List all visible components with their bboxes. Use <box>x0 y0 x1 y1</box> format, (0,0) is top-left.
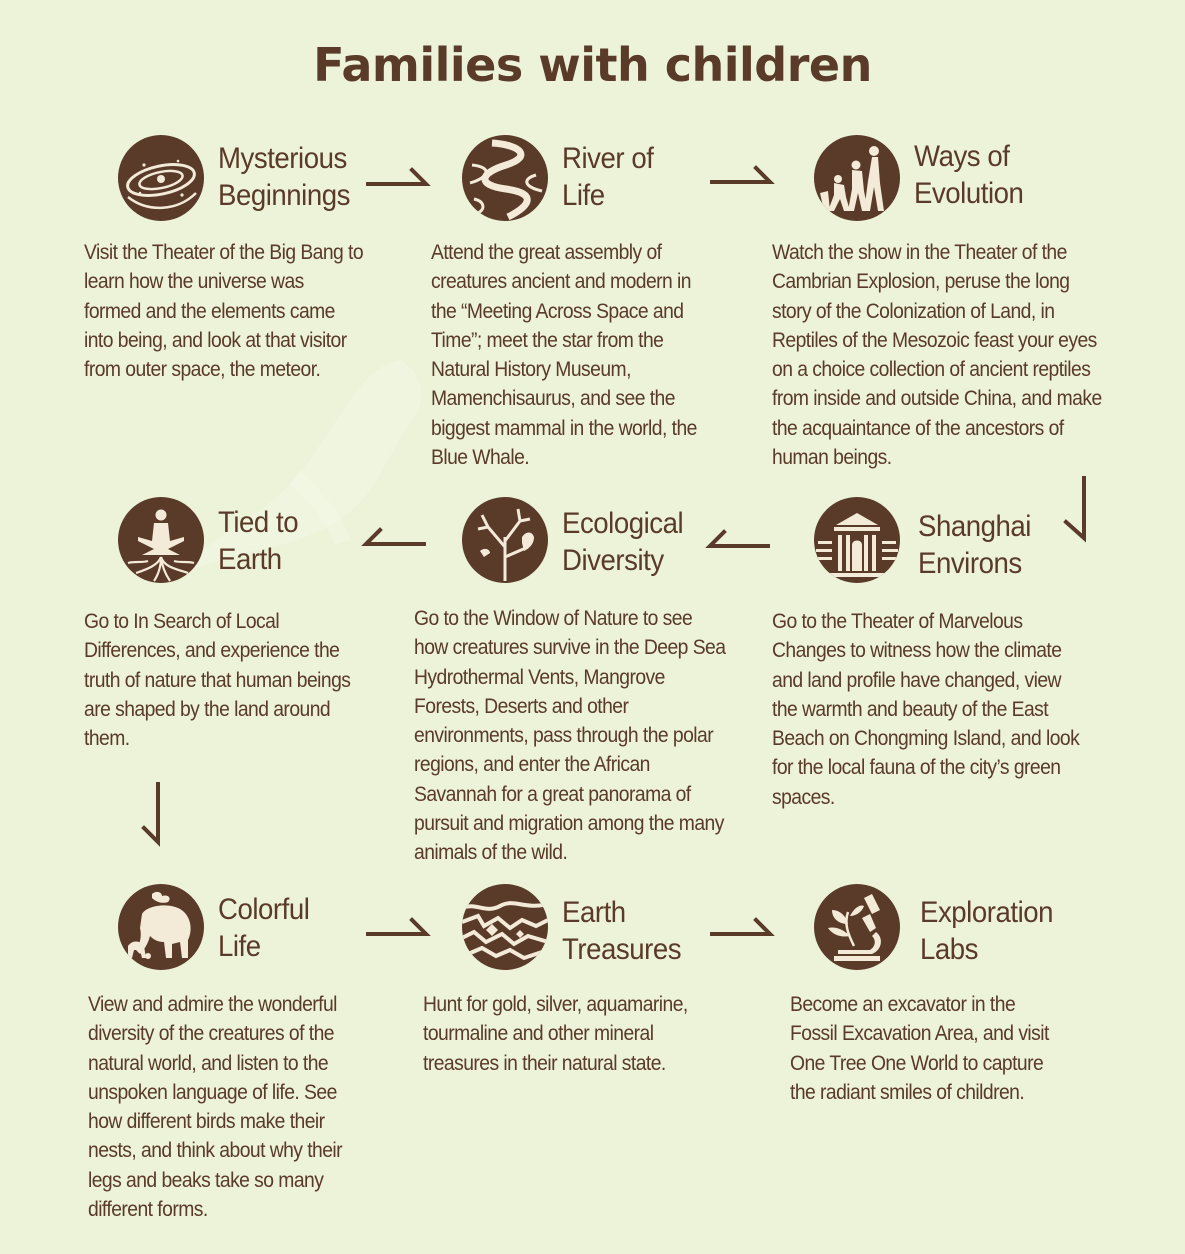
elephant-animals-icon <box>118 884 204 970</box>
meditation-roots-icon <box>118 497 204 583</box>
stop-title-river-of-life: River of Life <box>562 142 654 212</box>
stop-title-exploration-labs: Exploration Labs <box>920 896 1054 966</box>
stop-description-ecological-diversity: Go to the Window of Nature to see how creatures survive in the Deep Sea Hydrothermal Vents, Mangrove Forests, Deserts and other environments, pass through the polar regions, and enter the African Savannah for a great panorama of pursuit and migration among the many animals of the wild. <box>414 607 726 865</box>
stop-description-mysterious-beginnings: Visit the Theater of the Big Bang to learn how the universe was formed and the elements came into being, and look at that visitor from outer space, the meteor. <box>84 241 364 382</box>
stop-title-colorful-life: Colorful Life <box>218 893 310 963</box>
stop-title-mysterious-beginnings: Mysterious Beginnings <box>218 142 350 212</box>
tree-bird-icon <box>462 497 548 583</box>
arrow-left-1 <box>362 522 426 548</box>
river-icon <box>462 135 548 221</box>
stop-title-tied-to-earth: Tied to Earth <box>218 506 299 576</box>
arrow-down-1 <box>1060 476 1090 542</box>
stop-title-shanghai-environs: Shanghai Environs <box>918 510 1031 580</box>
arrow-right-4 <box>710 914 774 940</box>
arrow-left-2 <box>706 524 770 550</box>
stop-title-earth-treasures: Earth Treasures <box>562 896 682 966</box>
shanghai-building-icon <box>814 497 900 583</box>
stop-title-ecological-diversity: Ecological Diversity <box>562 507 684 577</box>
stop-description-colorful-life: View and admire the wonderful diversity of the creatures of the natural world, and listen to the unspoken language of life. See how different birds make their nests, and think about why their legs and beaks take so many different forms. <box>88 993 343 1222</box>
stop-description-tied-to-earth: Go to In Search of Local Differences, and experience the truth of nature that human beings are shaped by the land around them. <box>84 610 351 751</box>
microscope-leaf-icon <box>814 884 900 970</box>
arrow-down-2 <box>142 782 172 848</box>
arrow-right-2 <box>710 164 774 190</box>
arrow-right-1 <box>366 166 430 192</box>
stop-description-exploration-labs: Become an excavator in the Fossil Excavation Area, and visit One Tree One World to capture the radiant smiles of children. <box>790 993 1049 1104</box>
evolution-icon <box>814 135 900 221</box>
stop-description-river-of-life: Attend the great assembly of creatures ancient and modern in the “Meeting Across Space and Time”; meet the star from the Natural History Museum, Mamenchisaurus, and see the biggest mammal in the world, the Blue Whale. <box>431 241 697 470</box>
galaxy-icon <box>118 135 204 221</box>
stop-title-ways-of-evolution: Ways of Evolution <box>914 140 1024 210</box>
stop-description-earth-treasures: Hunt for gold, silver, aquamarine, tourmaline and other mineral treasures in their natural state. <box>423 993 688 1075</box>
page-title: Families with children <box>313 38 872 92</box>
mineral-layers-icon <box>462 884 548 970</box>
stop-description-shanghai-environs: Go to the Theater of Marvelous Changes to witness how the climate and land profile have changed, view the warmth and beauty of the East Beach on Chongming Island, and look for the local fauna of the city’s green spaces. <box>772 610 1080 809</box>
stop-description-ways-of-evolution: Watch the show in the Theater of the Cambrian Explosion, peruse the long story of the Colonization of Land, in Reptiles of the Mesozoic feast your eyes on a choice collection of ancient reptiles from inside and outside China, and make the acquaintance of the ancestors of human beings. <box>772 241 1102 470</box>
arrow-right-3 <box>366 914 430 940</box>
